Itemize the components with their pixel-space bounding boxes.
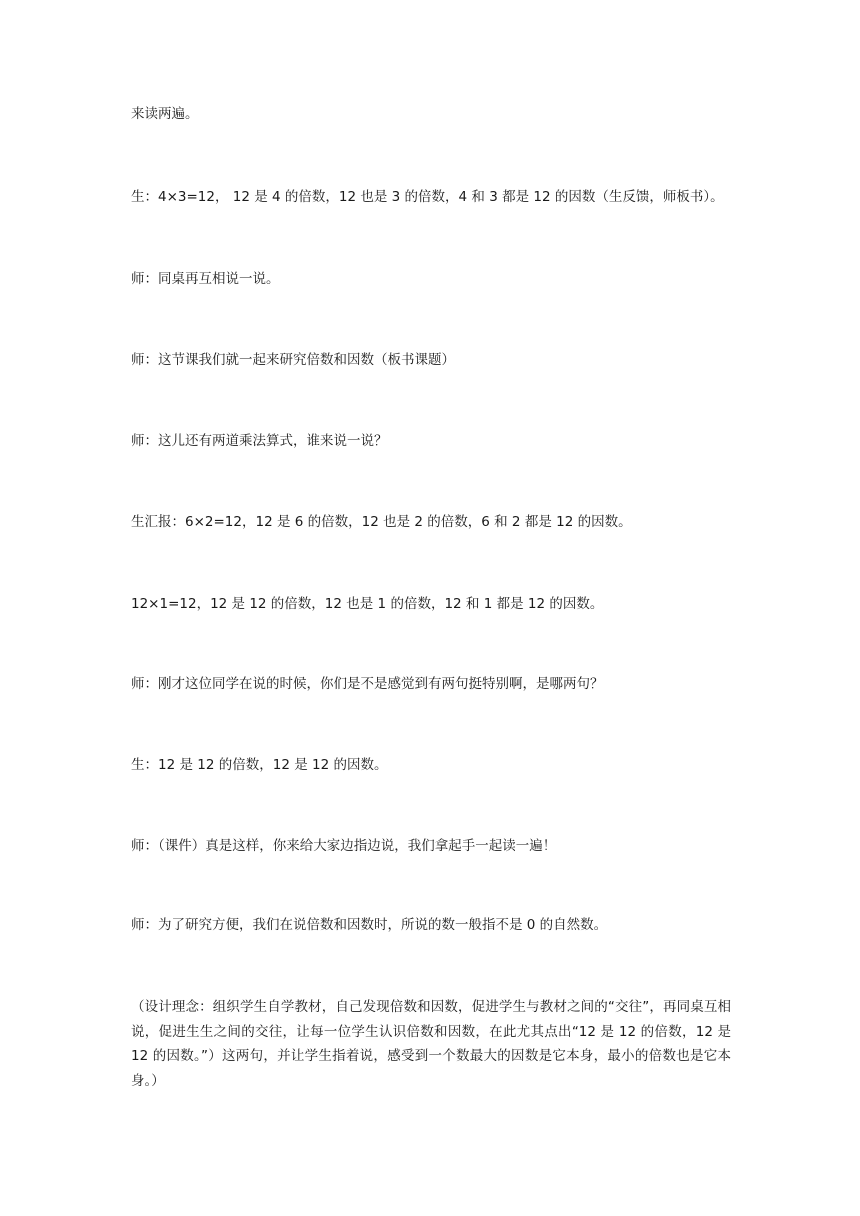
paragraph-7: 12×1=12，12 是 12 的倍数，12 也是 1 的倍数，12 和 1 都是 12 的因数。 — [131, 596, 604, 612]
paragraph-9: 生：12 是 12 的倍数，12 是 12 的因数。 — [131, 757, 388, 773]
paragraph-5: 师：这儿还有两道乘法算式，谁来说一说？ — [131, 433, 388, 449]
paragraph-1: 来读两遍。 — [131, 106, 199, 122]
paragraph-2: 生：4×3=12， 12 是 4 的倍数，12 也是 3 的倍数，4 和 3 都是 12 的因数（生反馈，师板书）。 — [131, 189, 724, 205]
paragraph-8: 师：刚才这位同学在说的时候，你们是不是感觉到有两句挺特别啊，是哪两句？ — [131, 676, 604, 692]
paragraph-6: 生汇报：6×2=12，12 是 6 的倍数，12 也是 2 的倍数，6 和 2 都是 12 的因数。 — [131, 514, 632, 530]
paragraph-11: 师：为了研究方便，我们在说倍数和因数时，所说的数一般指不是 0 的自然数。 — [131, 917, 608, 933]
paragraph-10: 师：（课件）真是这样，你来给大家边指边说，我们拿起手一起读一遍！ — [131, 838, 557, 854]
paragraph-3: 师：同桌再互相说一说。 — [131, 271, 280, 287]
design-note: （设计理念：组织学生自学教材，自己发现倍数和因数，促进学生与教材之间的“交往”，再同桌互相说，促进生生之间的交往，让每一位学生认识倍数和因数，在此尤其点出“12 是 12 的倍数，12 是 12 的因数。”）这两句，并让学生指着说，感受到一个数最大的因数是它本身，最小的倍数也是它本身。） — [131, 999, 731, 1089]
paragraph-4: 师：这节课我们就一起来研究倍数和因数（板书课题） — [131, 352, 455, 368]
